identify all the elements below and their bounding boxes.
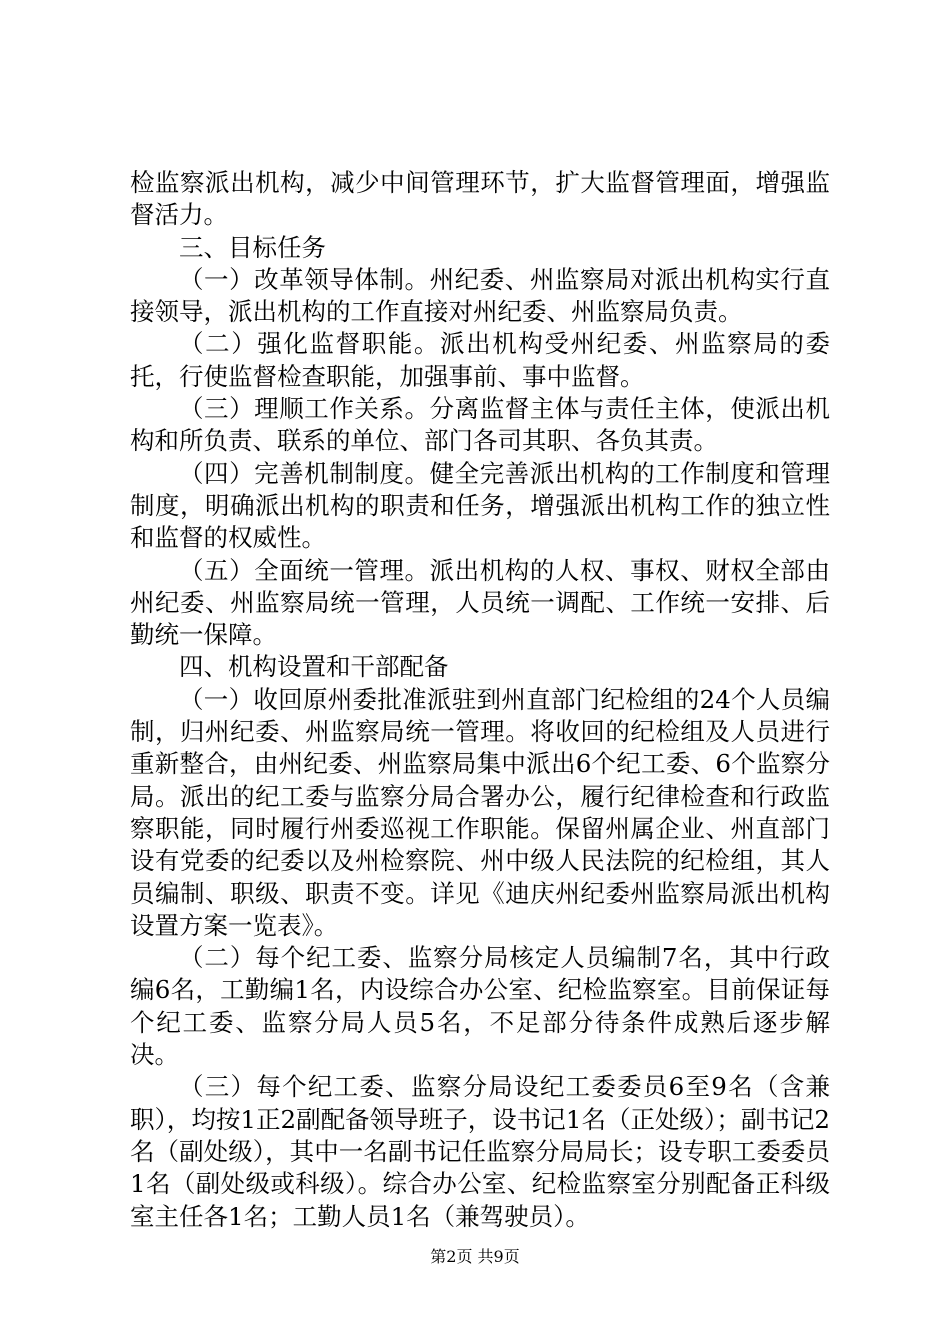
paragraph-item: （五）全面统一管理。派出机构的人权、事权、财权全部由州纪委、州监察局统一管理，人员统一调配、工作统一安排、后勤统一保障。 <box>130 555 830 650</box>
paragraph-item: （三）每个纪工委、监察分局设纪工委委员6至9名（含兼职），均按1正2副配备领导班子，设书记1名（正处级）；副书记2名（副处级），其中一名副书记任监察分局局长；设专职工委委员1名（副处级或科级）。综合办公室、纪检监察室分别配备正科级室主任各1名；工勤人员1名（兼驾驶员）。 <box>130 1072 830 1231</box>
paragraph-item: （一）收回原州委批准派驻到州直部门纪检组的24个人员编制，归州纪委、州监察局统一管理。将收回的纪检组及人员进行重新整合，由州纪委、州监察局集中派出6个纪工委、6个监察分局。派出的纪工委与监察分局合署办公，履行纪律检查和行政监察职能，同时履行州委巡视工作职能。保留州属企业、州直部门设有党委的纪委以及州检察院、州中级人民法院的纪检组，其人员编制、职级、职责不变。详见《迪庆州纪委州监察局派出机构设置方案一览表》。 <box>130 684 830 940</box>
document-body <box>130 167 830 1233</box>
paragraph-item: （一）改革领导体制。州纪委、州监察局对派出机构实行直接领导，派出机构的工作直接对州纪委、州监察局负责。 <box>130 264 830 327</box>
paragraph-item: （二）强化监督职能。派出机构受州纪委、州监察局的委托，行使监督检查职能，加强事前、事中监督。 <box>130 329 830 391</box>
paragraph-continuation: 检监察派出机构，减少中间管理环节，扩大监督管理面，增强监督活力。 <box>130 168 830 230</box>
paragraph-item: （四）完善机制制度。健全完善派出机构的工作制度和管理制度，明确派出机构的职责和任务，增强派出机构工作的独立性和监督的权威性。 <box>130 458 830 553</box>
paragraph-item: （三）理顺工作关系。分离监督主体与责任主体，使派出机构和所负责、联系的单位、部门各司其职、各负其责。 <box>130 394 830 456</box>
page-number-footer: 第2页 共9页 <box>430 1247 520 1266</box>
paragraph-item: （二）每个纪工委、监察分局核定人员编制7名，其中行政编6名，工勤编1名，内设综合办公室、纪检监察室。目前保证每个纪工委、监察分局人员5名，不足部分待条件成熟后逐步解决。 <box>130 943 830 1070</box>
section-heading-organization: 四、机构设置和干部配备 <box>179 652 449 682</box>
section-heading-goals: 三、目标任务 <box>179 232 326 262</box>
